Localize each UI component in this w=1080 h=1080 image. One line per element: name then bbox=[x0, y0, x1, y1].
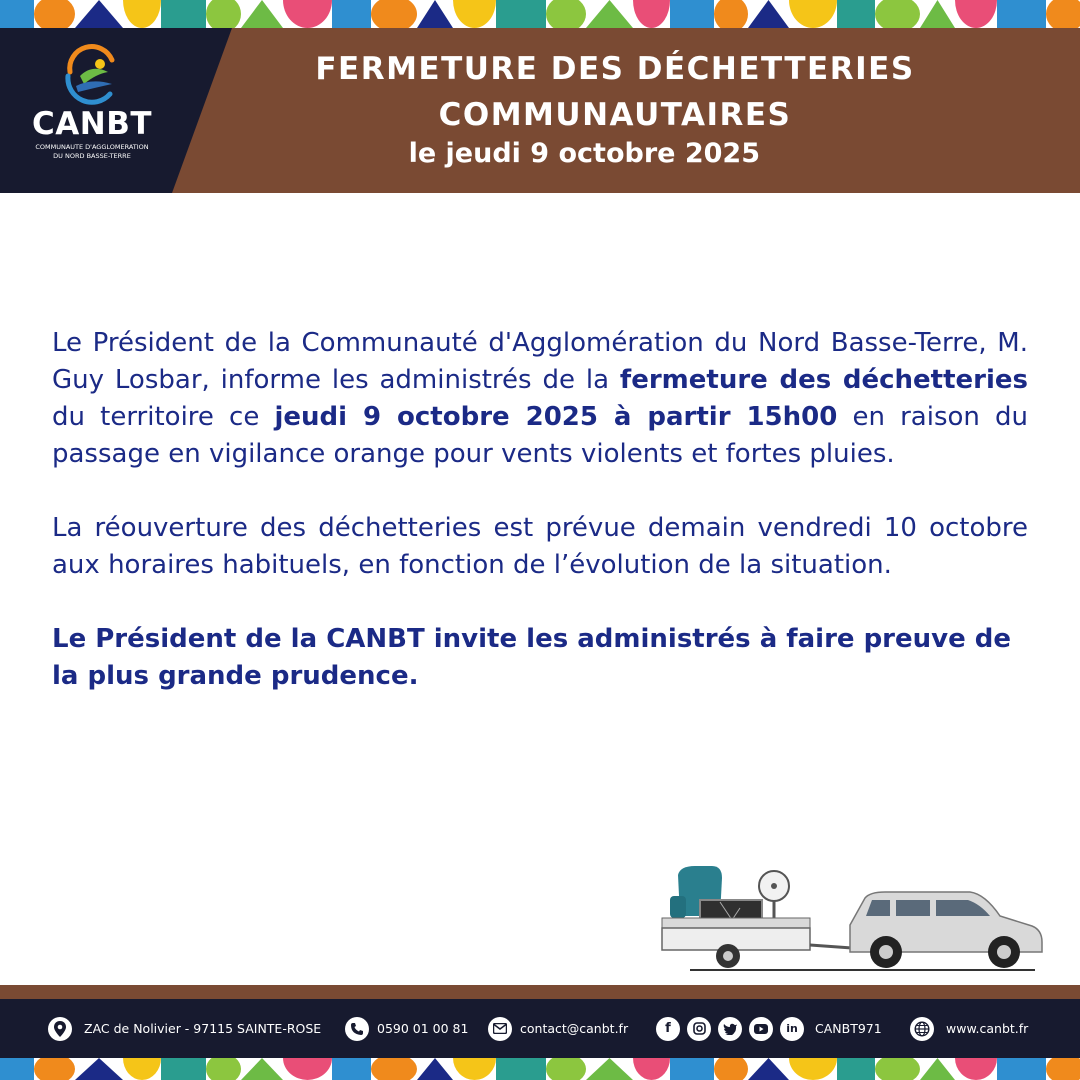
decorative-shape bbox=[371, 0, 417, 28]
footer-email[interactable] bbox=[488, 999, 628, 1058]
decorative-shape bbox=[1046, 0, 1080, 28]
decorative-shape bbox=[875, 0, 920, 28]
decorative-shape bbox=[837, 1058, 875, 1080]
decorative-shape bbox=[283, 0, 332, 28]
decorative-shape bbox=[161, 1058, 206, 1080]
decorative-shape bbox=[34, 0, 75, 28]
logo-panel bbox=[0, 28, 230, 193]
decorative-shape bbox=[997, 0, 1046, 28]
p1-bold-date: jeudi 9 octobre 2025 à partir 15h00 bbox=[274, 402, 838, 432]
decorative-shape bbox=[453, 1058, 496, 1080]
email-icon bbox=[488, 1017, 512, 1041]
email-text[interactable]: contact@canbt.fr bbox=[520, 1021, 629, 1036]
header-banner bbox=[0, 28, 1080, 193]
decorative-shape bbox=[714, 0, 748, 28]
phone-icon bbox=[345, 1017, 369, 1041]
decorative-shape bbox=[546, 1058, 586, 1080]
decorative-shape bbox=[123, 0, 161, 28]
decorative-shape bbox=[633, 1058, 670, 1080]
decorative-shape bbox=[241, 0, 283, 28]
date-subtitle: le jeudi 9 octobre 2025 bbox=[408, 138, 760, 169]
decorative-shape bbox=[920, 1058, 955, 1080]
social-handle[interactable]: CANBT971 bbox=[815, 1021, 882, 1036]
youtube-icon[interactable] bbox=[749, 1017, 773, 1041]
p1-text-c: du territoire ce bbox=[52, 402, 275, 432]
decorative-shape bbox=[241, 1058, 283, 1080]
phone-text[interactable]: 0590 01 00 81 bbox=[377, 1021, 469, 1036]
decorative-shape bbox=[332, 0, 371, 28]
logo-subtitle-line2: DU NORD BASSE-TERRE bbox=[53, 152, 131, 160]
decorative-shape bbox=[748, 0, 789, 28]
paragraph-3-emphasis: Le Président de la CANBT invite les administrés à faire preuve de la plus grande prudence. bbox=[52, 624, 1012, 691]
decorative-shape bbox=[633, 0, 670, 28]
page-title bbox=[230, 46, 1000, 138]
twitter-icon[interactable] bbox=[718, 1017, 742, 1041]
decorative-shape bbox=[586, 0, 633, 28]
decorative-shape bbox=[586, 1058, 633, 1080]
linkedin-icon[interactable]: in bbox=[780, 1017, 804, 1041]
decorative-shape bbox=[34, 1058, 75, 1080]
footer-divider bbox=[0, 985, 1080, 999]
decorative-shape bbox=[206, 1058, 241, 1080]
decorative-shape bbox=[837, 0, 875, 28]
address-text: ZAC de Nolivier - 97115 SAINTE-ROSE bbox=[84, 1021, 322, 1036]
p1-text-a: Le Président de la Communauté d'Agglomération du Nord Basse-Terre, M. Guy Losbar, informe les administrés de la bbox=[52, 328, 1028, 395]
decorative-shape bbox=[955, 0, 997, 28]
footer-phone[interactable] bbox=[345, 999, 468, 1058]
decorative-shape bbox=[161, 0, 206, 28]
decorative-shape bbox=[332, 1058, 371, 1080]
title-line2: COMMUNAUTAIRES bbox=[438, 97, 792, 133]
decorative-shape bbox=[789, 1058, 837, 1080]
footer-website[interactable] bbox=[910, 999, 1028, 1058]
footer-address bbox=[48, 999, 321, 1058]
decorative-shape bbox=[955, 1058, 997, 1080]
website-text[interactable]: www.canbt.fr bbox=[946, 1021, 1029, 1036]
title-line1: FERMETURE DES DÉCHETTERIES bbox=[315, 51, 915, 87]
logo-subtitle bbox=[22, 143, 162, 161]
globe-icon bbox=[910, 1017, 934, 1041]
location-icon bbox=[48, 1017, 72, 1041]
decorative-shape bbox=[670, 1058, 714, 1080]
decorative-shape bbox=[875, 1058, 920, 1080]
announcement-body bbox=[52, 325, 1028, 732]
decorative-shape bbox=[123, 1058, 161, 1080]
footer-contact-bar bbox=[0, 999, 1080, 1058]
decorative-shape bbox=[496, 0, 546, 28]
decorative-shape bbox=[748, 1058, 789, 1080]
decorative-shape bbox=[920, 0, 955, 28]
logo-text: CANBT bbox=[32, 106, 152, 142]
decorative-shape bbox=[670, 0, 714, 28]
decorative-shape bbox=[997, 1058, 1046, 1080]
p1-text-e: en raison du passage en vigilance orange pour vents violents et fortes pluies. bbox=[52, 402, 1029, 469]
paragraph-2: La réouverture des déchetteries est prévue demain vendredi 10 octobre aux horaires habituels, en fonction de l’évolution de la situation. bbox=[52, 513, 1028, 580]
decorative-shape bbox=[75, 1058, 123, 1080]
p1-bold-closure: fermeture des déchetteries bbox=[619, 365, 1028, 395]
decorative-shape bbox=[206, 0, 241, 28]
decorative-shape bbox=[417, 1058, 453, 1080]
decorative-shape bbox=[496, 1058, 546, 1080]
decorative-shape bbox=[546, 0, 586, 28]
decorative-shape bbox=[283, 1058, 332, 1080]
decorative-shape bbox=[75, 0, 123, 28]
decorative-shape bbox=[789, 0, 837, 28]
car-trailer-illustration bbox=[640, 830, 1060, 980]
decorative-shape bbox=[714, 1058, 748, 1080]
decorative-shape bbox=[1046, 1058, 1080, 1080]
footer-social bbox=[656, 999, 882, 1058]
decorative-shape bbox=[417, 0, 453, 28]
logo-subtitle-line1: COMMUNAUTE D'AGGLOMERATION bbox=[35, 143, 149, 151]
top-decorative-strip bbox=[0, 0, 1080, 28]
bottom-decorative-strip bbox=[0, 1058, 1080, 1080]
decorative-shape bbox=[371, 1058, 417, 1080]
facebook-icon[interactable]: f bbox=[656, 1017, 680, 1041]
instagram-icon[interactable] bbox=[687, 1017, 711, 1041]
decorative-shape bbox=[453, 0, 496, 28]
decorative-shape bbox=[0, 1058, 34, 1080]
paragraph-1 bbox=[52, 325, 1028, 473]
canbt-logo-icon bbox=[60, 42, 124, 106]
decorative-shape bbox=[0, 0, 34, 28]
